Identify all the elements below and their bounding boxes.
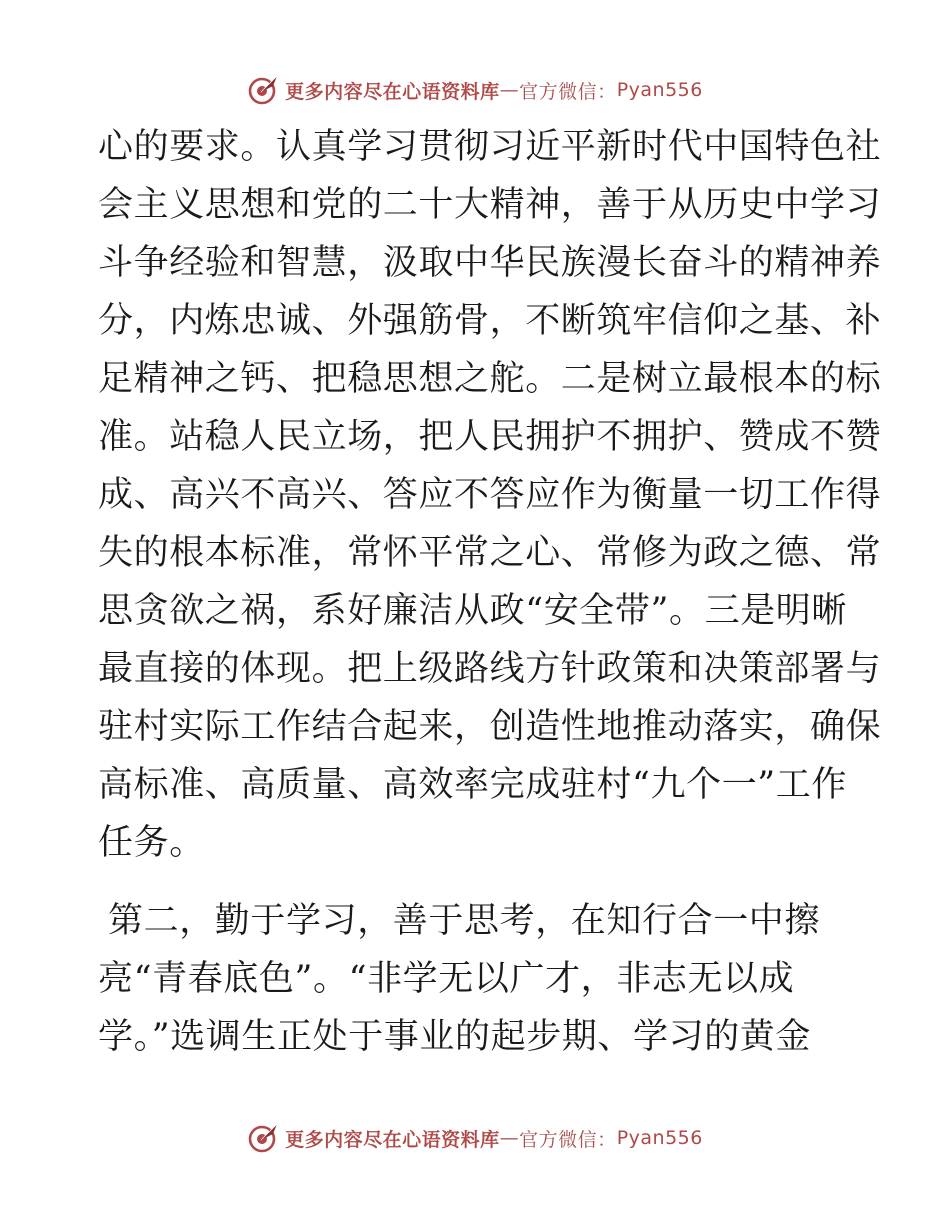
text-line: 分，内炼忠诚、外强筋骨，不断筑牢信仰之基、补 [98, 301, 882, 341]
quill-logo-icon [247, 1122, 279, 1154]
watermark-wechat-label: 官方微信： [519, 80, 617, 103]
watermark-header [0, 70, 950, 110]
watermark-footer [0, 1118, 950, 1158]
text-line: 学。”选调生正处于事业的起步期、学习的黄金 [98, 1017, 811, 1057]
text-line: 会主义思想和党的二十大精神，善于从历史中学习 [98, 185, 882, 225]
text-line: 斗争经验和智慧，汲取中华民族漫长奋斗的精神养 [98, 243, 882, 283]
watermark-wechat-id: Pyan556 [616, 1127, 703, 1149]
text-line: 失的根本标准，常怀平常之心、常修为政之德、常 [98, 533, 882, 573]
text-line: 成、高兴不高兴、答应不答应作为衡量一切工作得 [98, 475, 882, 515]
text-line: 最直接的体现。把上级路线方针政策和决策部署与 [98, 649, 882, 689]
watermark-separator: — [499, 79, 520, 101]
text-line: 思贪欲之祸，系好廉洁从政“安全带”。三是明晰 [98, 591, 847, 631]
paragraph-1 [98, 118, 882, 872]
watermark-main-text: 更多内容尽在心语资料库 [285, 80, 500, 103]
text-line: 第二，勤于学习，善于思考，在知行合一中擦 [108, 901, 821, 941]
watermark-wechat-id: Pyan556 [616, 79, 703, 101]
text-line: 高标准、高质量、高效率完成驻村“九个一”工作 [98, 765, 847, 805]
text-line: 足精神之钙、把稳思想之舵。二是树立最根本的标 [98, 359, 882, 399]
watermark-main-text: 更多内容尽在心语资料库 [285, 1128, 500, 1151]
watermark-separator: — [499, 1127, 520, 1149]
paragraph-2 [98, 892, 858, 1066]
text-line: 亮“青春底色”。“非学无以广才，非志无以成 [98, 959, 795, 999]
text-line: 心的要求。认真学习贯彻习近平新时代中国特色社 [98, 127, 882, 167]
text-line: 驻村实际工作结合起来，创造性地推动落实，确保 [98, 707, 882, 747]
watermark-wechat-label: 官方微信： [519, 1128, 617, 1151]
document-body [98, 118, 882, 1066]
text-line: 任务。 [98, 823, 205, 863]
text-line: 准。站稳人民立场，把人民拥护不拥护、赞成不赞 [98, 417, 882, 457]
quill-logo-icon [247, 74, 279, 106]
